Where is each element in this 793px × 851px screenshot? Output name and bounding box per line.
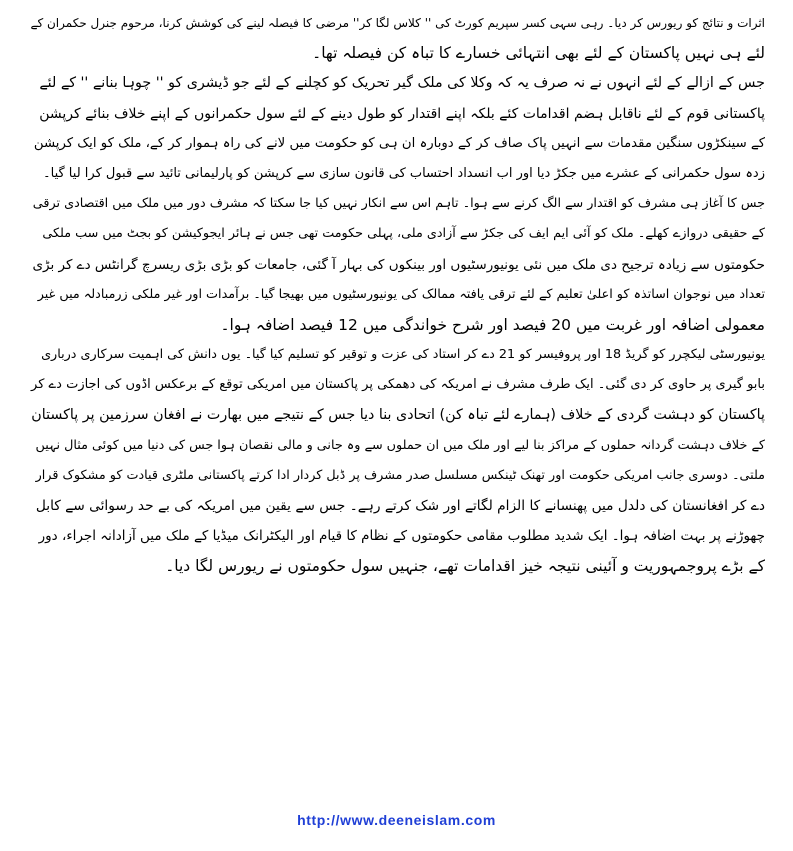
article-line: کے بڑے پروجمہوریت و آئینی نتیجہ خیز اقدامات تھے، جنہیں سول حکومتوں نے ریورس لگا دیا۔ [165, 557, 765, 576]
article-line: لئے ہی نہیں پاکستان کے لئے بھی انتہائی خسارے کا تباہ کن فیصلہ تھا۔ [312, 44, 765, 63]
article-line: جس کے ازالے کے لئے انہوں نے نہ صرف یہ کہ وکلا کی ملک گیر تحریک کو کچلنے کے لئے جو ڈیشری کو '' چوہا بنانے '' کے لئے [39, 75, 765, 92]
article-line: ملتی۔ دوسری جانب امریکی حکومت اور تھنک ٹینکس مسلسل صدر مشرف پر ڈبل کردار ادا کرتے پاکستانی ملٹری قیادت کو مشکوک قرار [35, 467, 765, 483]
article-line: کے حقیقی دروازے کھلے۔ ملک کو آئی ایم ایف کی جکڑ سے آزادی ملی، پہلی حکومت تھی جس نے ہائر ایجوکیشن کو بجٹ میں سب ملکی [42, 226, 765, 242]
article-line: جس کا آغاز ہی مشرف کو اقتدار سے الگ کرنے سے ہوا۔ تاہم اس سے انکار نہیں کیا جا سکتا کہ مشرف دور میں ملک میں اقتصادی ترقی [32, 196, 765, 212]
article-line: کے خلاف دہشت گردانہ حملوں کے مراکز بنا لیے اور ملک میں ان حملوں سے وہ جانی و مالی نقصان ہوا جس کی دنیا میں کوئی مثال نہیں [35, 437, 765, 453]
article-line: چھوڑنے پر بہت اضافہ ہوا۔ ایک شدید مطلوب مقامی حکومتوں کے نظام کا قیام اور الیکٹرانک میڈیا کے ملک میں آزادانہ اجراء، دور [38, 528, 765, 545]
article-line: بابو گیری پر حاوی کر دی گئی۔ ایک طرف مشرف نے امریکہ کی دھمکی پر پاکستان میں امریکی توقع کے برعکس اڈوں کی اجازت دے کر [31, 377, 765, 393]
article-line: اثرات و نتائج کو ریورس کر دیا۔ رہی سہی کسر سپریم کورٹ کی '' کلاس لگا کر'' مرضی کا فیصلہ لینے کی کوشش کرنا، مرحوم جنرل حکمران کے [30, 16, 765, 30]
article-body [30, 8, 765, 582]
article-line: دے کر افغانستان کی دلدل میں پھنسانے کا الزام لگاتے اور شک کرتے رہے۔ جس سے یقین میں امریکہ کی بے حد رسوائی سے کابل [35, 498, 765, 514]
article-line: معمولی اضافہ اور غربت میں 20 فیصد اور شرح خواندگی میں 12 فیصد اضافہ ہوا۔ [220, 315, 765, 334]
article-line: یونیورسٹی لیکچرر کو گریڈ 18 اور پروفیسر کو 21 دے کر استاد کی عزت و توقیر کو تسلیم کیا گیا۔ یوں دانش کی اہمیت سرکاری درباری [41, 347, 765, 363]
article-line: تعداد میں نوجوان اساتذہ کو اعلیٰ تعلیم کے لئے ترقی یافتہ ممالک کی یونیورسٹیوں میں بھیجا گیا۔ برآمدات اور غیر ملکی زرمبادلہ میں غیر [37, 286, 765, 302]
article-line: حکومتوں سے زیادہ ترجیح دی ملک میں نئی یونیورسٹیوں اور بینکوں کی بہار آ گئی، جامعات کو بڑی بڑی ریسرچ گرانٹس دے کر بڑی [32, 256, 765, 273]
article-line: زدہ سول حکمرانی کے عشرے میں جکڑ دیا اور اب انسداد احتساب کی قانون سازی سے کرپشن کو پارلیمانی تائید سے قبول کرا لیا گیا۔ [42, 165, 765, 181]
article-line: پاکستانی قوم کے لئے ناقابل ہضم اقدامات کئے بلکہ اپنے اقتدار کو طول دینے کے لئے سول حکمرانوں کے اپنے خلاف بنائے کرپشن [39, 105, 765, 122]
website-link[interactable]: http://www.deeneislam.com [297, 812, 496, 828]
article-line: پاکستان کو دہشت گردی کے خلاف (ہمارے لئے تباہ کن) اتحادی بنا دیا جس کے نتیجے میں بھارت نے افغان سرزمین پر پاکستان [31, 407, 765, 424]
article-line: کے سینکڑوں سنگین مقدمات سے انہیں پاک صاف کر کے دوبارہ ان ہی کو حکومت میں لانے کی راہ ہموار کر کے، ملک کو ایک کرپشن [33, 135, 765, 151]
